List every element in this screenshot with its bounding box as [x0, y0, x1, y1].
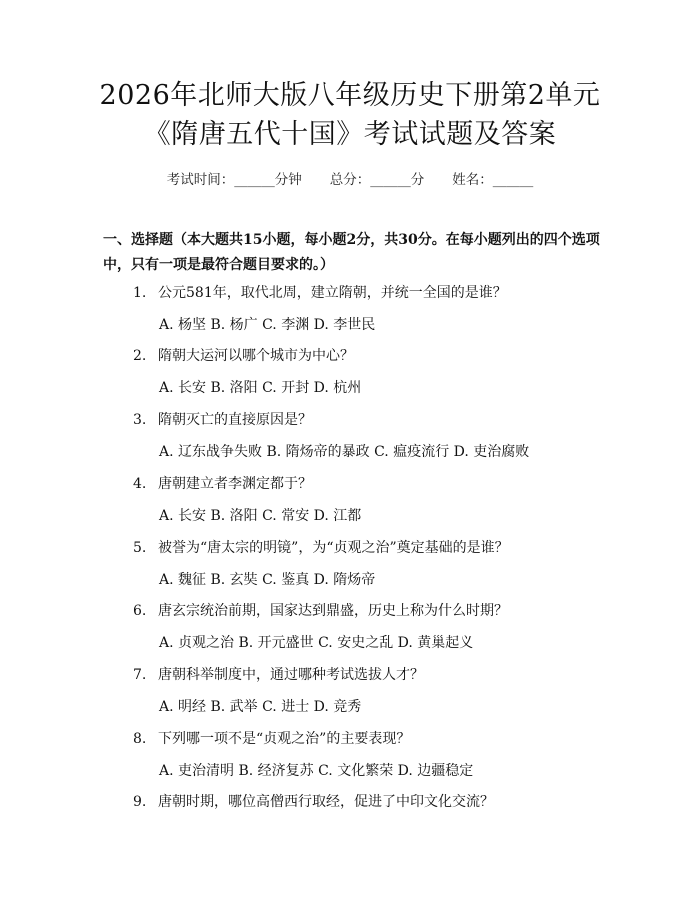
question-options: A. 辽东战争失败 B. 隋炀帝的暴政 C. 瘟疫流行 D. 吏治腐败 — [159, 444, 530, 460]
question-number: 9. — [133, 794, 147, 810]
question-text: 唐玄宗统治前期，国家达到鼎盛，历史上称为什么时期？ — [158, 603, 508, 619]
question-number: 5. — [133, 540, 147, 556]
question-item — [133, 410, 312, 430]
question-item — [133, 346, 354, 366]
question-number: 4. — [133, 476, 147, 492]
question-options: A. 长安 B. 洛阳 C. 常安 D. 江都 — [159, 508, 362, 524]
question-text: 隋朝大运河以哪个城市为中心？ — [158, 348, 354, 364]
question-text: 隋朝灭亡的直接原因是？ — [158, 412, 312, 428]
question-item — [133, 665, 424, 685]
question-item — [133, 538, 509, 558]
exam-time-field: 考试时间：______分钟 — [166, 172, 302, 188]
question-item — [133, 729, 410, 749]
total-score-field: 总分：______分 — [329, 172, 425, 188]
question-number: 8. — [133, 731, 147, 747]
exam-title-line-2: 《隋唐五代十国》考试试题及答案 — [143, 119, 557, 150]
question-text: 唐朝建立者李渊定都于？ — [158, 476, 312, 492]
question-options: A. 长安 B. 洛阳 C. 开封 D. 杭州 — [159, 380, 362, 396]
question-number: 6. — [133, 603, 147, 619]
question-options: A. 吏治清明 B. 经济复苏 C. 文化繁荣 D. 边疆稳定 — [159, 763, 474, 779]
student-name-field: 姓名：______ — [452, 172, 534, 188]
question-options: A. 杨坚 B. 杨广 C. 李渊 D. 李世民 — [159, 317, 376, 333]
question-options: A. 明经 B. 武举 C. 进士 D. 竞秀 — [159, 699, 362, 715]
question-item — [133, 792, 494, 812]
question-text: 公元581年，取代北周，建立隋朝，并统一全国的是谁？ — [158, 285, 507, 301]
question-number: 1. — [133, 285, 147, 301]
question-text: 唐朝时期，哪位高僧西行取经，促进了中印文化交流？ — [158, 794, 494, 810]
question-text: 被誉为“唐太宗的明镜”，为“贞观之治”奠定基础的是谁？ — [158, 540, 509, 556]
exam-meta — [0, 168, 700, 188]
question-item — [133, 601, 508, 621]
question-item — [133, 474, 312, 494]
question-number: 7. — [133, 667, 147, 683]
question-options: A. 贞观之治 B. 开元盛世 C. 安史之乱 D. 黄巢起义 — [159, 635, 474, 651]
question-options: A. 魏征 B. 玄奘 C. 鉴真 D. 隋炀帝 — [159, 572, 376, 588]
question-text: 下列哪一项不是“贞观之治”的主要表现？ — [158, 731, 411, 747]
question-number: 2. — [133, 348, 147, 364]
section-heading: 一、选择题（本大题共15小题，每小题2分，共30分。在每小题列出的四个选项中，只有一项是最符合题目要求的。） — [103, 232, 600, 273]
question-text: 唐朝科举制度中，通过哪种考试选拔人才？ — [158, 667, 424, 683]
exam-title-line-1: 2026年北师大版八年级历史下册第2单元 — [99, 80, 601, 111]
question-number: 3. — [133, 412, 147, 428]
question-item — [133, 283, 507, 303]
